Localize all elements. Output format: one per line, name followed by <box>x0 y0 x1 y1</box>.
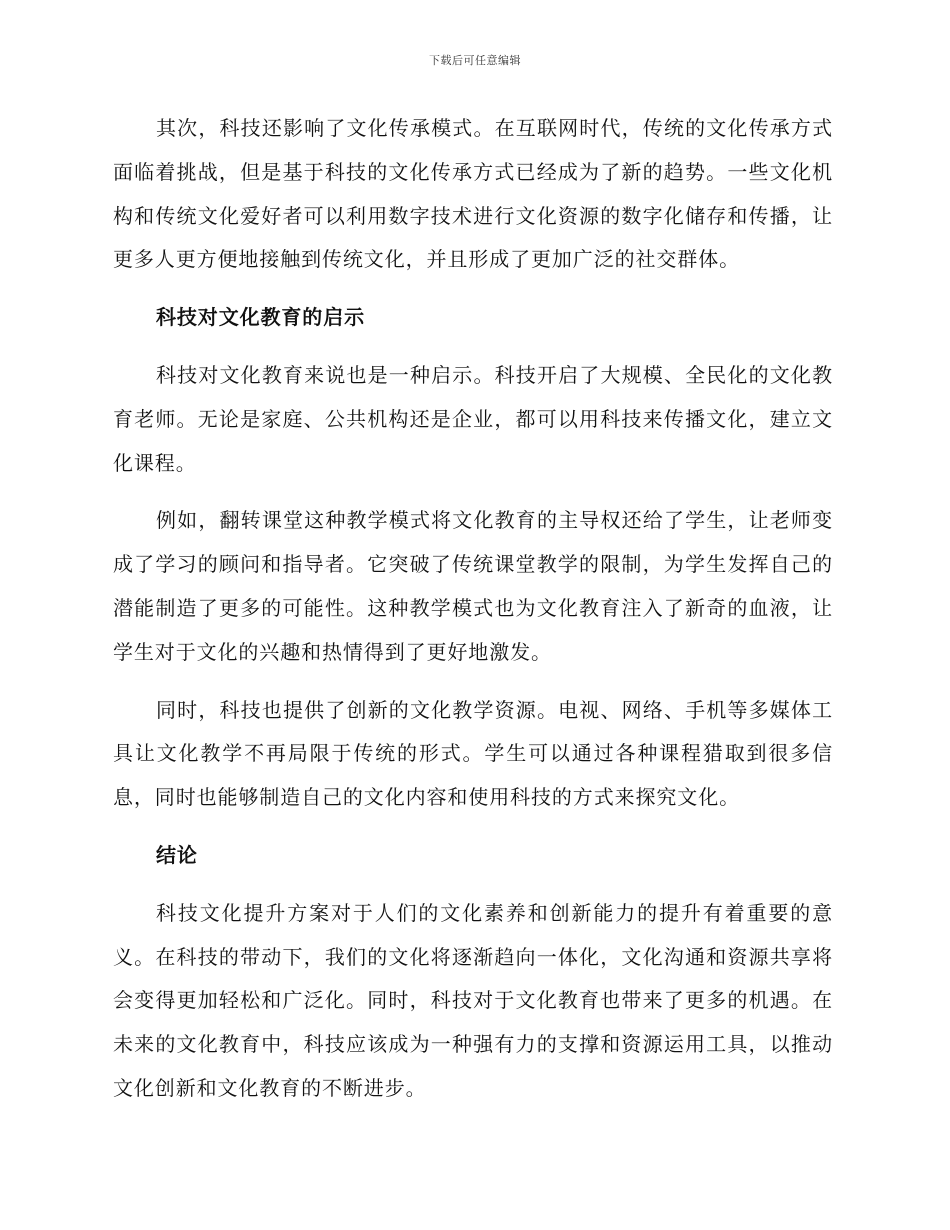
section-heading-tech-education: 科技对文化教育的启示 <box>156 305 365 330</box>
section-heading-conclusion: 结论 <box>156 842 198 867</box>
paragraph-conclusion: 科技文化提升方案对于人们的文化素养和创新能力的提升有着重要的意义。在科技的带动下，我们的文化将逐渐趋向一体化，文化沟通和资源共享将会变得更加轻松和广泛化。同时，科技对于文化教育也带来了更多的机遇。在未来的文化教育中，科技应该成为一种强有力的支撑和资源运用工具，以推动文化创新和文化教育的不断进步。 <box>113 900 833 1100</box>
paragraph-gap <box>113 820 833 834</box>
paragraph-tech-inspiration: 科技对文化教育来说也是一种启示。科技开启了大规模、全民化的文化教育老师。无论是家庭、公共机构还是企业，都可以用科技来传播文化，建立文化课程。 <box>113 362 833 475</box>
paragraph-gap <box>113 485 833 499</box>
paragraph-teaching-resources: 同时，科技也提供了创新的文化教学资源。电视、网络、手机等多媒体工具让文化教学不再局限于传统的形式。学生可以通过各种课程猎取到很多信息，同时也能够制造自己的文化内容和使用科技的方式来探究文化。 <box>113 697 833 810</box>
document-body <box>113 107 833 1111</box>
paragraph-flipped-classroom: 例如，翻转课堂这种教学模式将文化教育的主导权还给了学生，让老师变成了学习的顾问和指导者。它突破了传统课堂教学的限制，为学生发挥自己的潜能制造了更多的可能性。这种教学模式也为文化教育注入了新奇的血液，让学生对于文化的兴趣和热情得到了更好地激发。 <box>113 508 833 664</box>
paragraph-gap <box>113 878 833 892</box>
paragraph-cultural-inheritance: 其次，科技还影响了文化传承模式。在互联网时代，传统的文化传承方式面临着挑战，但是基于科技的文化传承方式已经成为了新的趋势。一些文化机构和传统文化爱好者可以利用数字技术进行文化资源的数字化储存和传播，让更多人更方便地接触到传统文化，并且形成了更加广泛的社交群体。 <box>113 116 833 272</box>
page-header: 下载后可任意编辑 <box>429 54 521 67</box>
paragraph-gap <box>113 282 833 296</box>
paragraph-gap <box>113 675 833 689</box>
paragraph-gap <box>113 340 833 354</box>
